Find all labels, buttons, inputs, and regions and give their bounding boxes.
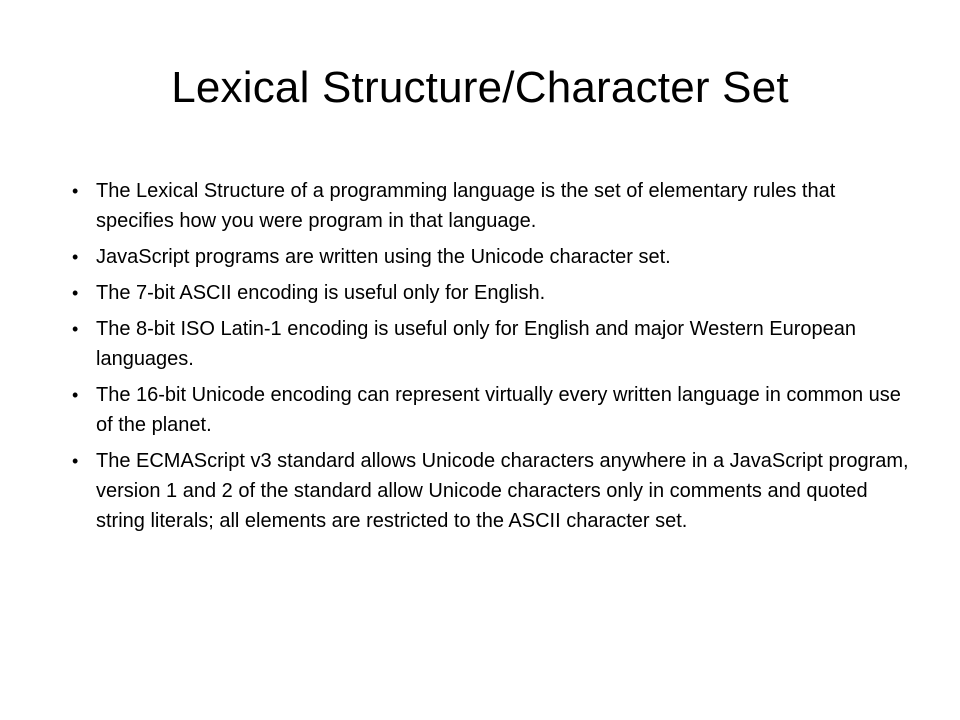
bullet-text: The 16-bit Unicode encoding can represent virtually every written language in common use of the planet. — [96, 384, 901, 436]
bullet-text: JavaScript programs are written using the Unicode character set. — [96, 246, 671, 268]
bullet-item — [72, 176, 910, 236]
bullet-marker: • — [72, 451, 79, 471]
bullet-marker: • — [72, 181, 79, 201]
bullet-item — [72, 314, 910, 374]
slide-title: Lexical Structure/Character Set — [171, 63, 789, 112]
bullet-item — [72, 278, 910, 308]
bullet-marker: • — [72, 283, 79, 303]
bullet-marker: • — [72, 319, 79, 339]
bullet-text: The 8-bit ISO Latin-1 encoding is useful only for English and major Western European languages. — [96, 318, 857, 370]
bullet-text: The 7-bit ASCII encoding is useful only for English. — [96, 282, 546, 304]
bullet-text: The Lexical Structure of a programming language is the set of elementary rules that specifies how you were program in that language. — [96, 180, 836, 232]
bullet-list — [72, 176, 910, 542]
bullet-item — [72, 242, 910, 272]
bullet-item — [72, 446, 910, 536]
bullet-marker: • — [72, 385, 79, 405]
bullet-marker: • — [72, 247, 79, 267]
bullet-item — [72, 380, 910, 440]
bullet-text: The ECMAScript v3 standard allows Unicode characters anywhere in a JavaScript program, version 1 and 2 of the standard allow Unicode characters only in comments and quoted string literals; all elements are restricted to the ASCII character set. — [96, 450, 909, 532]
